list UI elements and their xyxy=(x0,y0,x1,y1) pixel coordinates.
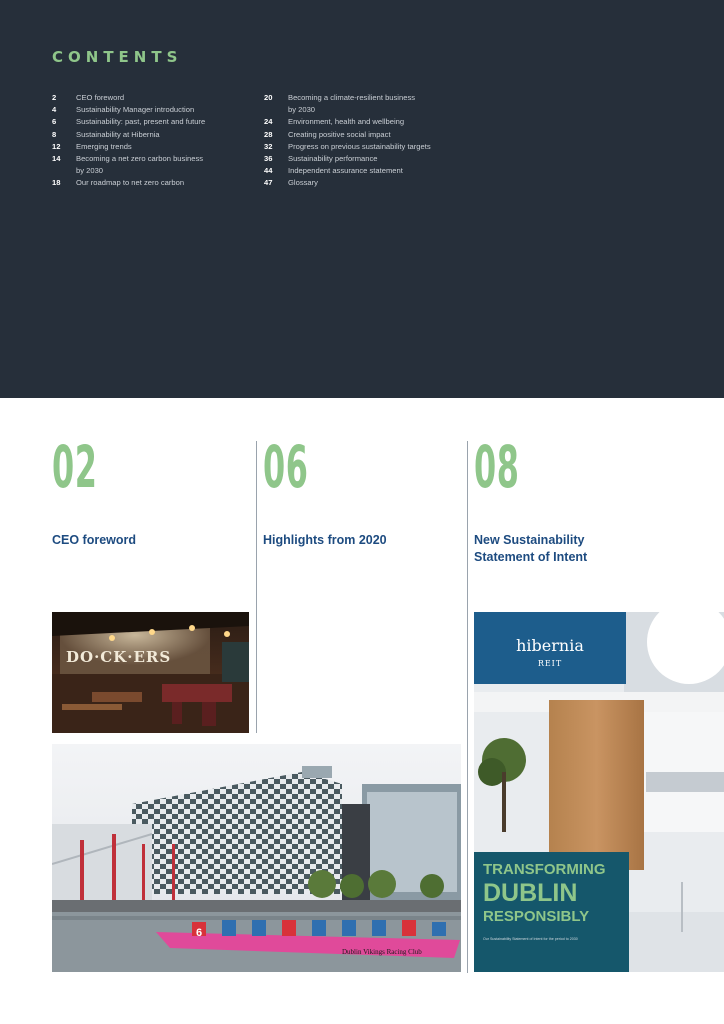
cover-headline-2: DUBLIN xyxy=(483,879,578,907)
feature-title[interactable]: CEO foreword xyxy=(52,533,137,547)
toc-entry[interactable] xyxy=(52,104,252,116)
toc-title: Becoming a climate-resilient business by 2030 xyxy=(288,93,416,115)
toc-page-number: 47 xyxy=(264,178,273,188)
column-divider xyxy=(467,441,468,973)
boat-number: 6 xyxy=(196,927,203,939)
toc-entry[interactable] xyxy=(52,129,252,141)
toc-title: Sustainability at Hibernia xyxy=(76,129,160,139)
toc-entry[interactable] xyxy=(52,141,252,153)
feature-page-number: 06 xyxy=(263,433,309,501)
toc-title: CEO foreword xyxy=(76,93,125,102)
toc-column-right xyxy=(264,92,474,190)
cover-headline-3: RESPONSIBLY xyxy=(483,908,590,925)
cover-brand-sub: REIT xyxy=(537,659,563,668)
toc-page-number: 44 xyxy=(264,166,273,176)
toc-page-number: 32 xyxy=(264,141,273,151)
toc-page-number: 4 xyxy=(52,105,57,115)
cover-headline-1: TRANSFORMING xyxy=(483,861,606,878)
contents-panel xyxy=(0,0,724,398)
toc-entry[interactable] xyxy=(264,129,474,141)
boat-banner: Dublin Vikings Racing Club xyxy=(342,948,422,956)
toc-page-number: 6 xyxy=(52,117,57,127)
toc-page-number: 14 xyxy=(52,154,61,164)
toc-entry[interactable] xyxy=(52,153,252,177)
restaurant-photo xyxy=(52,612,249,733)
toc-title: Progress on previous sustainability targets xyxy=(288,141,431,151)
toc-title: Our roadmap to net zero carbon xyxy=(76,178,185,188)
toc-title: Sustainability performance xyxy=(288,154,378,164)
feature-title[interactable]: Highlights from 2020 xyxy=(263,533,387,547)
toc-column-left xyxy=(52,92,252,190)
toc-page-number: 24 xyxy=(264,117,273,127)
toc-entry[interactable] xyxy=(264,165,474,177)
toc-page-number: 18 xyxy=(52,178,61,188)
toc-entry[interactable] xyxy=(264,92,474,116)
toc-entry[interactable] xyxy=(264,177,474,189)
feature-highlights[interactable] xyxy=(263,433,346,501)
restaurant-sign-text: DO·CK·ERS xyxy=(66,648,172,666)
toc-entry[interactable] xyxy=(52,92,252,104)
toc-title: Emerging trends xyxy=(76,141,132,151)
toc-page-number: 36 xyxy=(264,154,273,164)
toc-entry[interactable] xyxy=(264,153,474,165)
feature-page-number: 08 xyxy=(474,433,520,501)
column-divider xyxy=(256,441,257,733)
toc-page-number: 2 xyxy=(52,93,57,102)
toc-entry[interactable] xyxy=(52,116,252,128)
toc-page-number: 28 xyxy=(264,129,273,139)
toc-entry[interactable] xyxy=(264,141,474,153)
feature-title[interactable]: New Sustainability Statement of Intent xyxy=(474,533,588,564)
toc-title: Environment, health and wellbeing xyxy=(288,117,405,127)
toc-title: Sustainability Manager introduction xyxy=(76,105,195,115)
toc-page-number: 20 xyxy=(264,93,273,102)
report-cover-photo xyxy=(474,612,724,972)
toc-title: Independent assurance statement xyxy=(288,166,403,176)
toc-entry[interactable] xyxy=(264,116,474,128)
toc-title: Becoming a net zero carbon business by 2030 xyxy=(76,154,204,176)
cover-subtext: Our Sustainability Statement of Intent for the period to 2030 xyxy=(483,937,578,941)
toc-title: Glossary xyxy=(288,178,318,188)
toc-page-number: 12 xyxy=(52,141,61,151)
toc-entry[interactable] xyxy=(52,177,252,189)
toc-page-number: 8 xyxy=(52,129,57,139)
contents-heading: CONTENTS xyxy=(52,48,183,66)
dublin-docklands-photo xyxy=(52,744,461,972)
toc-title: Creating positive social impact xyxy=(288,129,391,139)
cover-brand: hibernia xyxy=(516,636,584,655)
feature-ceo-foreword[interactable] xyxy=(52,433,135,501)
toc-title: Sustainability: past, present and future xyxy=(76,117,206,127)
feature-statement-of-intent[interactable] xyxy=(474,433,557,501)
feature-page-number: 02 xyxy=(52,433,98,501)
